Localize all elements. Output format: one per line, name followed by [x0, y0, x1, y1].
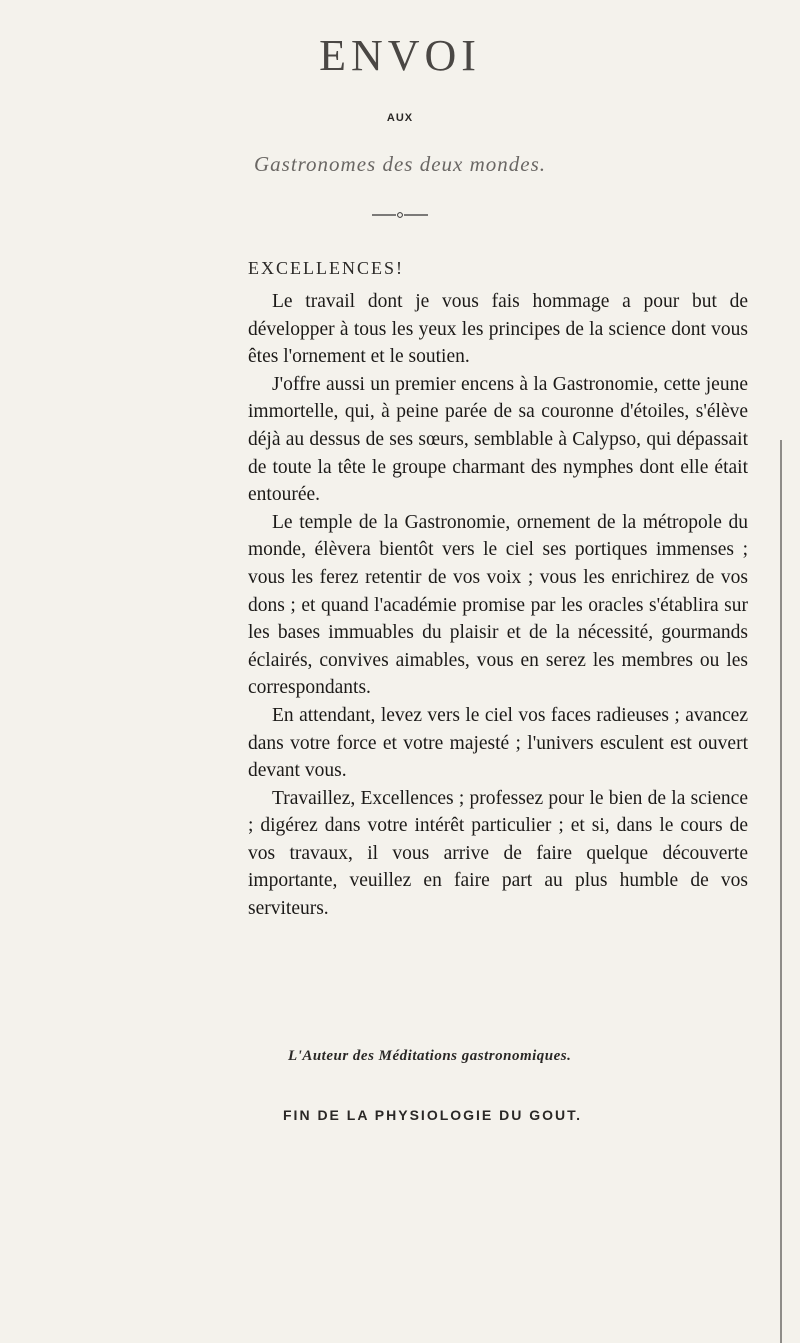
paragraph: Le travail dont je vous fais hommage a pour but de développer à tous les yeux les principes de la science dont vous êtes l'ornement et le soutien. [248, 291, 748, 368]
paragraph: Le temple de la Gastronomie, ornement de la métropole du monde, élèvera bientôt vers le ciel ses portiques immenses ; vous les ferez retentir de vos voix ; vous les enrichirez de vos dons ; et quand l'académie promise par les oracles s'établira sur les bases immuables du plaisir et de la nécessité, gourmands éclairés, convives aimables, vous en serez les membres ou les correspondants. [248, 511, 748, 699]
letter-body [248, 288, 748, 923]
paragraph: Travaillez, Excellences ; professez pour le bien de la science ; digérez dans votre intérêt particulier ; et si, dans le cours de vos travaux, il vous arrive de faire quelque découverte importante, veuillez en faire part au plus humble de vos serviteurs. [248, 787, 748, 920]
paragraph: En attendant, levez vers le ciel vos faces radieuses ; avancez dans votre force et votre majesté ; l'univers esculent est ouvert devant vous. [248, 704, 748, 782]
title-aux: AUX [386, 112, 414, 124]
salutation: EXCELLENCES! [248, 258, 404, 278]
closing-line: FIN DE LA PHYSIOLOGIE DU GOUT. [283, 1107, 583, 1123]
page-binding-edge [780, 440, 782, 1343]
page-subtitle: Gastronomes des deux mondes. [253, 152, 547, 176]
ornament-divider [370, 210, 430, 220]
page-title: ENVOI [319, 31, 481, 80]
signature: L'Auteur des Méditations gastronomiques. [288, 1048, 572, 1064]
paragraph: J'offre aussi un premier encens à la Gastronomie, cette jeune immortelle, qui, à peine parée de sa couronne d'étoiles, s'élève déjà au dessus de ses sœurs, semblable à Calypso, qui dépassait de toute la tête le groupe charmant des nymphes dont elle était entourée. [248, 373, 748, 506]
